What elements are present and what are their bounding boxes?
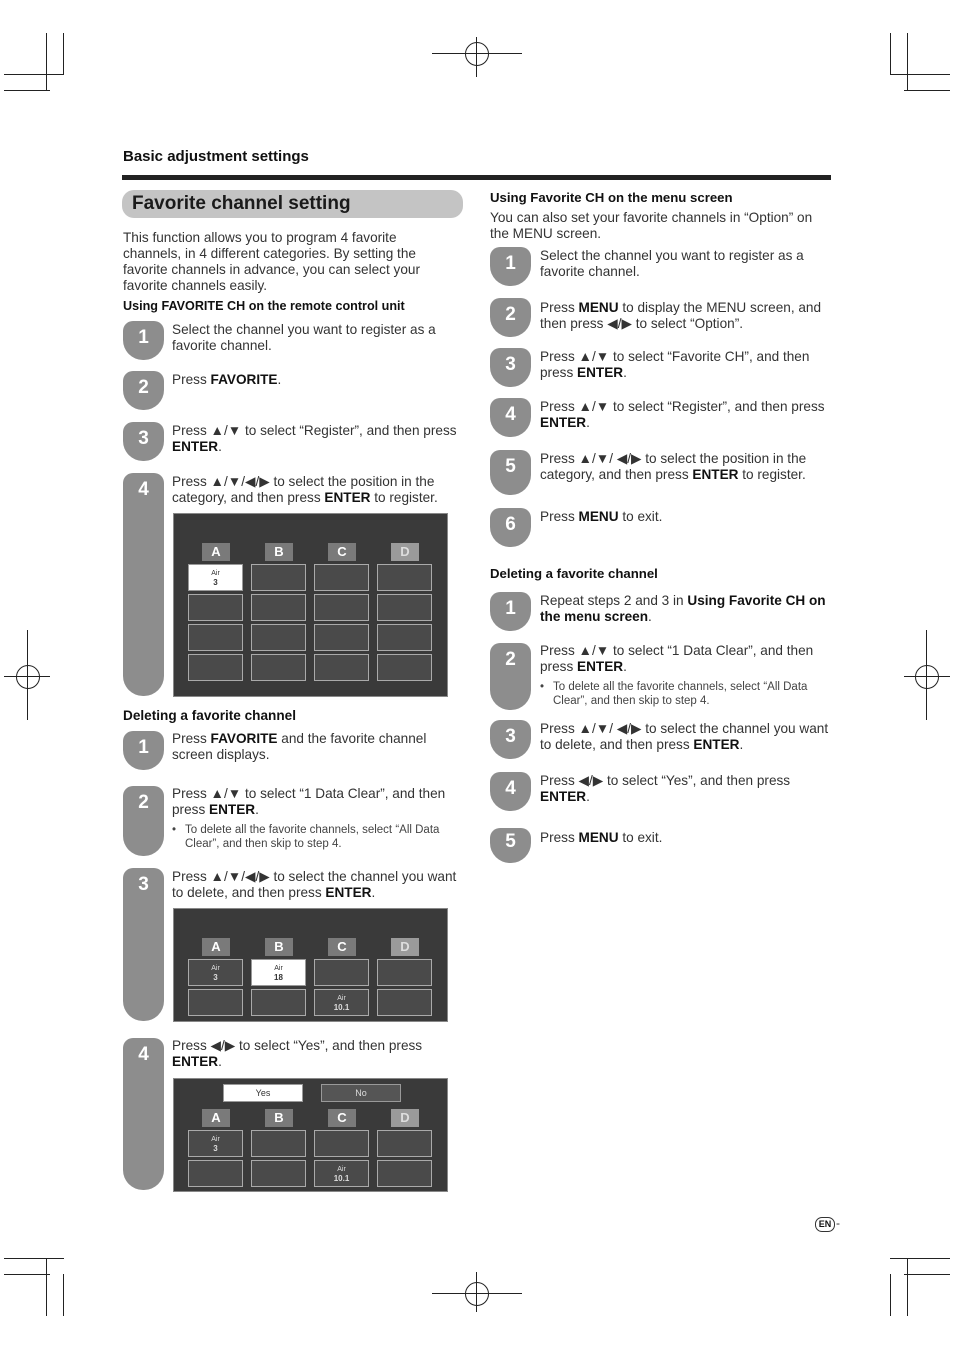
step-number: 3 (138, 874, 149, 895)
crop-mark (4, 74, 64, 75)
channel-slot[interactable] (188, 624, 243, 651)
channel-slot[interactable] (314, 1160, 369, 1187)
channel-number: 10.1 (333, 1003, 350, 1012)
step-text: Press ▲/▼ to select “1 Data Clear”, and then press ENTER. (172, 786, 446, 817)
page-number-dash: - (836, 1216, 840, 1230)
step-text: Press FAVORITE and the favorite channel screen displays. (172, 731, 427, 762)
channel-number: 3 (213, 1144, 218, 1153)
crop-mark (907, 1258, 908, 1316)
step-number: 2 (138, 377, 149, 398)
favorite-screen-delete (173, 908, 448, 1022)
category-tab-d[interactable]: D (391, 938, 419, 956)
channel-number: 10.1 (333, 1174, 350, 1183)
step-text: Press FAVORITE. (172, 372, 282, 387)
step-number: 2 (138, 792, 149, 813)
step-number: 4 (505, 778, 516, 799)
channel-slot[interactable] (377, 624, 432, 651)
channel-slot[interactable] (251, 624, 306, 651)
step-text: Press ▲/▼ to select “Register”, and then press ENTER. (172, 423, 457, 454)
crop-mark (46, 1258, 47, 1316)
channel-slot[interactable] (188, 959, 243, 986)
crop-mark (4, 1274, 50, 1275)
step-text: Press ▲/▼/ ◀/▶ to select the channel you want to delete, and then press ENTER. (540, 721, 829, 752)
menu-subheading: Using Favorite CH on the menu screen (490, 190, 733, 205)
step-text: Press ▲/▼/◀/▶ to select the channel you want to delete, and then press ENTER. (172, 869, 457, 900)
channel-type: Air (337, 1166, 346, 1173)
crop-mark (904, 1274, 950, 1275)
step-number: 1 (505, 598, 516, 619)
step-text: Press ▲/▼ to select “Register”, and then press ENTER. (540, 399, 825, 430)
step-number: 6 (505, 514, 516, 535)
channel-slot[interactable] (251, 1130, 306, 1157)
step-text: Press ▲/▼/ ◀/▶ to select the position in the category, and then press ENTER to register. (540, 451, 807, 482)
registration-mark (915, 665, 939, 689)
channel-slot[interactable] (314, 564, 369, 591)
category-tab-b[interactable]: B (265, 938, 293, 956)
channel-slot[interactable] (314, 989, 369, 1016)
crop-mark (4, 90, 50, 91)
channel-slot[interactable] (314, 624, 369, 651)
step-text: Select the channel you want to register as a favorite channel. (540, 248, 804, 279)
category-tab-a[interactable]: A (202, 938, 230, 956)
delete-subheading-right: Deleting a favorite channel (490, 566, 658, 581)
channel-slot[interactable] (188, 1160, 243, 1187)
channel-slot[interactable] (377, 594, 432, 621)
step-number: 4 (138, 479, 149, 500)
step-number: 1 (138, 327, 149, 348)
crop-mark (63, 33, 64, 75)
channel-type: Air (211, 570, 220, 577)
step-number: 1 (505, 253, 516, 274)
step-text: Press ▲/▼/◀/▶ to select the position in the category, and then press ENTER to register. (172, 474, 438, 505)
step-text: Select the channel you want to register as a favorite channel. (172, 322, 436, 353)
step-text: Press MENU to exit. (540, 830, 663, 845)
channel-slot[interactable] (251, 1160, 306, 1187)
registration-mark (465, 42, 489, 66)
channel-number: 18 (274, 973, 283, 982)
channel-slot[interactable] (314, 594, 369, 621)
step-number: 5 (505, 456, 516, 477)
channel-slot[interactable] (377, 654, 432, 681)
channel-slot[interactable] (251, 594, 306, 621)
step-number: 2 (505, 649, 516, 670)
channel-slot[interactable] (377, 564, 432, 591)
crop-mark (890, 74, 950, 75)
category-tab-b[interactable]: B (265, 543, 293, 561)
crop-mark (890, 33, 891, 75)
header-rule (122, 175, 831, 180)
crop-mark (4, 1258, 64, 1259)
step-text: Press MENU to display the MENU screen, and then press ◀/▶ to select “Option”. (540, 300, 822, 331)
step-number: 4 (138, 1044, 149, 1065)
channel-slot[interactable] (314, 1130, 369, 1157)
channel-slot[interactable] (377, 989, 432, 1016)
crop-mark (907, 33, 908, 91)
crop-mark (904, 90, 950, 91)
channel-slot[interactable] (188, 654, 243, 681)
favorite-screen-register (173, 513, 448, 697)
category-tab-d[interactable]: D (391, 1109, 419, 1127)
channel-slot[interactable] (251, 564, 306, 591)
crop-mark (890, 1258, 950, 1259)
section-heading: Basic adjustment settings (123, 148, 309, 165)
crop-mark (46, 33, 47, 91)
channel-slot[interactable] (188, 564, 243, 591)
step-number: 1 (138, 737, 149, 758)
channel-slot[interactable] (251, 654, 306, 681)
channel-type: Air (274, 965, 283, 972)
step-number: 3 (138, 428, 149, 449)
step-number: 3 (505, 726, 516, 747)
no-button[interactable]: No (321, 1084, 401, 1102)
step-number: 5 (505, 831, 516, 852)
step-text: Press ▲/▼ to select “Favorite CH”, and then press ENTER. (540, 349, 810, 380)
channel-number: 3 (213, 578, 218, 587)
menu-intro: You can also set your favorite channels in “Option” on the MENU screen. (490, 210, 813, 241)
crop-mark (890, 1274, 891, 1316)
registration-mark (16, 665, 40, 689)
intro-paragraph: This function allows you to program 4 favorite channels, in 4 different categories. By setting the favorite channels in advance, you can select your favorite channels easily. (123, 230, 420, 293)
yes-button[interactable]: Yes (223, 1084, 303, 1102)
channel-slot[interactable] (377, 1130, 432, 1157)
channel-type: Air (211, 965, 220, 972)
channel-slot[interactable] (377, 959, 432, 986)
step-marker (123, 473, 164, 696)
remote-subheading: Using FAVORITE CH on the remote control unit (123, 299, 405, 313)
favorite-screen-confirm (173, 1078, 448, 1192)
channel-slot[interactable] (251, 959, 306, 986)
step-number: 4 (505, 404, 516, 425)
channel-number: 3 (213, 973, 218, 982)
step-text: Press ▲/▼ to select “1 Data Clear”, and then press ENTER. (540, 643, 814, 674)
channel-slot[interactable] (314, 959, 369, 986)
channel-slot[interactable] (314, 654, 369, 681)
category-tab-c[interactable]: C (328, 543, 356, 561)
channel-slot[interactable] (188, 594, 243, 621)
crop-mark (63, 1274, 64, 1316)
delete-subheading: Deleting a favorite channel (123, 708, 296, 723)
step-text: Press MENU to exit. (540, 509, 663, 524)
channel-slot[interactable] (377, 1160, 432, 1187)
category-tab-c[interactable]: C (328, 938, 356, 956)
channel-slot[interactable] (188, 989, 243, 1016)
page-title: Favorite channel setting (132, 193, 351, 214)
channel-slot[interactable] (188, 1130, 243, 1157)
step-text: Press ◀/▶ to select “Yes”, and then press ENTER. (172, 1038, 423, 1069)
step-number: 2 (505, 304, 516, 325)
category-tab-d[interactable]: D (391, 543, 419, 561)
channel-slot[interactable] (251, 989, 306, 1016)
category-tab-a[interactable]: A (202, 1109, 230, 1127)
step-number: 3 (505, 354, 516, 375)
step-text: Repeat steps 2 and 3 in Using Favorite CH on the menu screen. (540, 593, 826, 624)
page-title-bar (122, 190, 463, 218)
category-tab-c[interactable]: C (328, 1109, 356, 1127)
registration-mark (465, 1282, 489, 1306)
category-tab-a[interactable]: A (202, 543, 230, 561)
language-badge: EN (815, 1217, 835, 1232)
step-text: Press ◀/▶ to select “Yes”, and then press ENTER. (540, 773, 791, 804)
channel-type: Air (337, 995, 346, 1002)
category-tab-b[interactable]: B (265, 1109, 293, 1127)
channel-type: Air (211, 1136, 220, 1143)
